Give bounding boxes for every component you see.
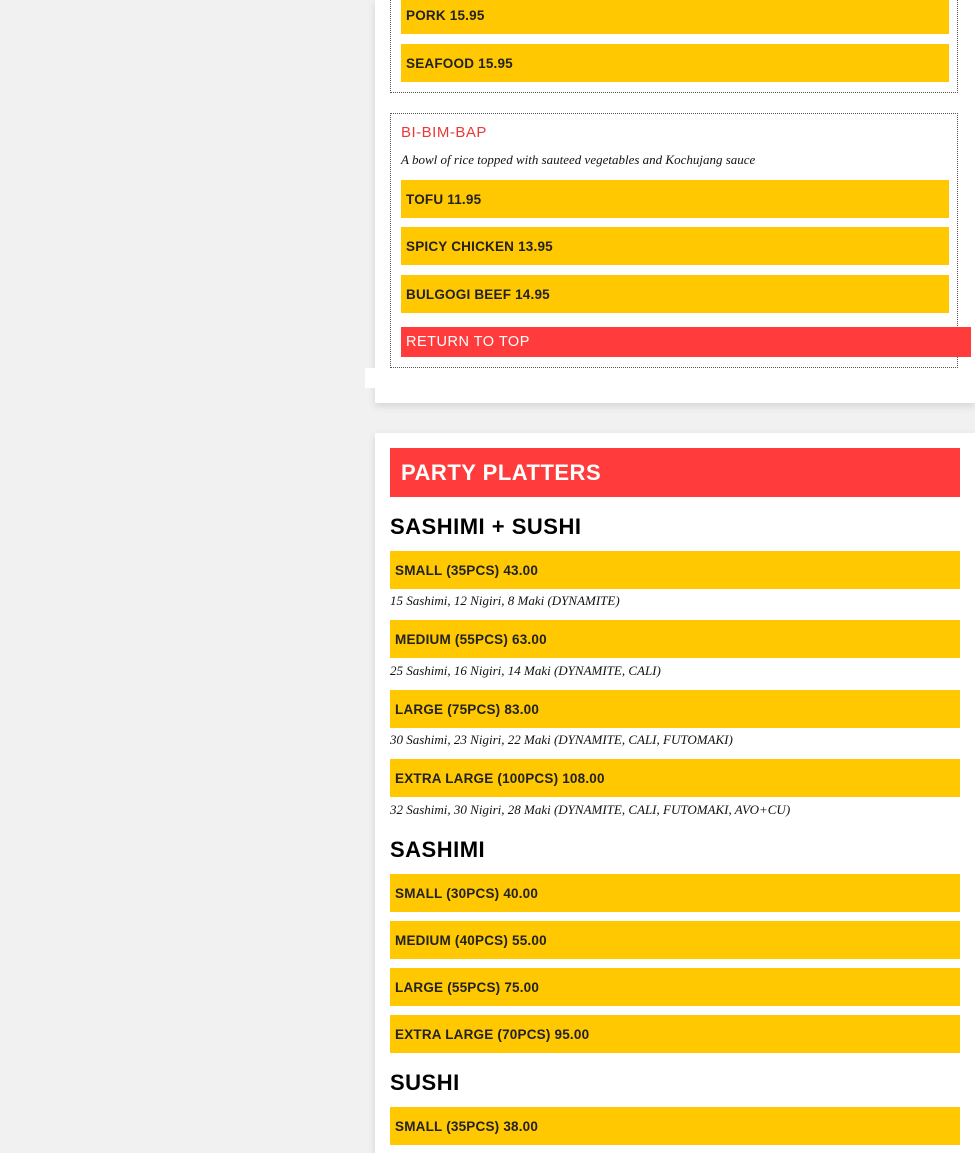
- sashimi-item-medium[interactable]: MEDIUM (40PCS) 55.00: [390, 921, 960, 959]
- sashimi-item-large[interactable]: LARGE (55PCS) 75.00: [390, 968, 960, 1006]
- party-platters-banner: PARTY PLATTERS: [390, 448, 960, 497]
- sushi-heading: SUSHI: [390, 1070, 460, 1095]
- menu-item-tofu[interactable]: TOFU 11.95: [401, 180, 949, 218]
- sashimi-item-extra-large[interactable]: EXTRA LARGE (70PCS) 95.00: [390, 1015, 960, 1053]
- sashimi-sushi-heading: SASHIMI + SUSHI: [390, 514, 582, 539]
- platter-item-desc: 15 Sashimi, 12 Nigiri, 8 Maki (DYNAMITE): [390, 593, 620, 608]
- platter-item-medium[interactable]: MEDIUM (55PCS) 63.00: [390, 620, 960, 658]
- sushi-item-small[interactable]: SMALL (35PCS) 38.00: [390, 1107, 960, 1145]
- return-to-top-button[interactable]: RETURN TO TOP: [401, 327, 971, 357]
- platter-item-desc: 25 Sashimi, 16 Nigiri, 14 Maki (DYNAMITE, CALI): [390, 663, 661, 678]
- bibimbap-title: BI-BIM-BAP: [401, 124, 487, 141]
- sashimi-heading: SASHIMI: [390, 837, 486, 862]
- menu-item-pork[interactable]: PORK 15.95: [401, 0, 949, 34]
- bibimbap-description: A bowl of rice topped with sauteed vegetables and Kochujang sauce: [401, 152, 756, 167]
- sashimi-item-small[interactable]: SMALL (30PCS) 40.00: [390, 874, 960, 912]
- menu-item-seafood[interactable]: SEAFOOD 15.95: [401, 44, 949, 82]
- platter-item-desc: 30 Sashimi, 23 Nigiri, 22 Maki (DYNAMITE, CALI, FUTOMAKI): [390, 732, 733, 747]
- platter-item-large[interactable]: LARGE (75PCS) 83.00: [390, 690, 960, 728]
- platter-item-extra-large[interactable]: EXTRA LARGE (100PCS) 108.00: [390, 759, 960, 797]
- card-notch: [365, 368, 377, 388]
- menu-item-bulgogi-beef[interactable]: BULGOGI BEEF 14.95: [401, 275, 949, 313]
- menu-item-spicy-chicken[interactable]: SPICY CHICKEN 13.95: [401, 227, 949, 265]
- platter-item-desc: 32 Sashimi, 30 Nigiri, 28 Maki (DYNAMITE, CALI, FUTOMAKI, AVO+CU): [390, 802, 791, 817]
- platter-item-small[interactable]: SMALL (35PCS) 43.00: [390, 551, 960, 589]
